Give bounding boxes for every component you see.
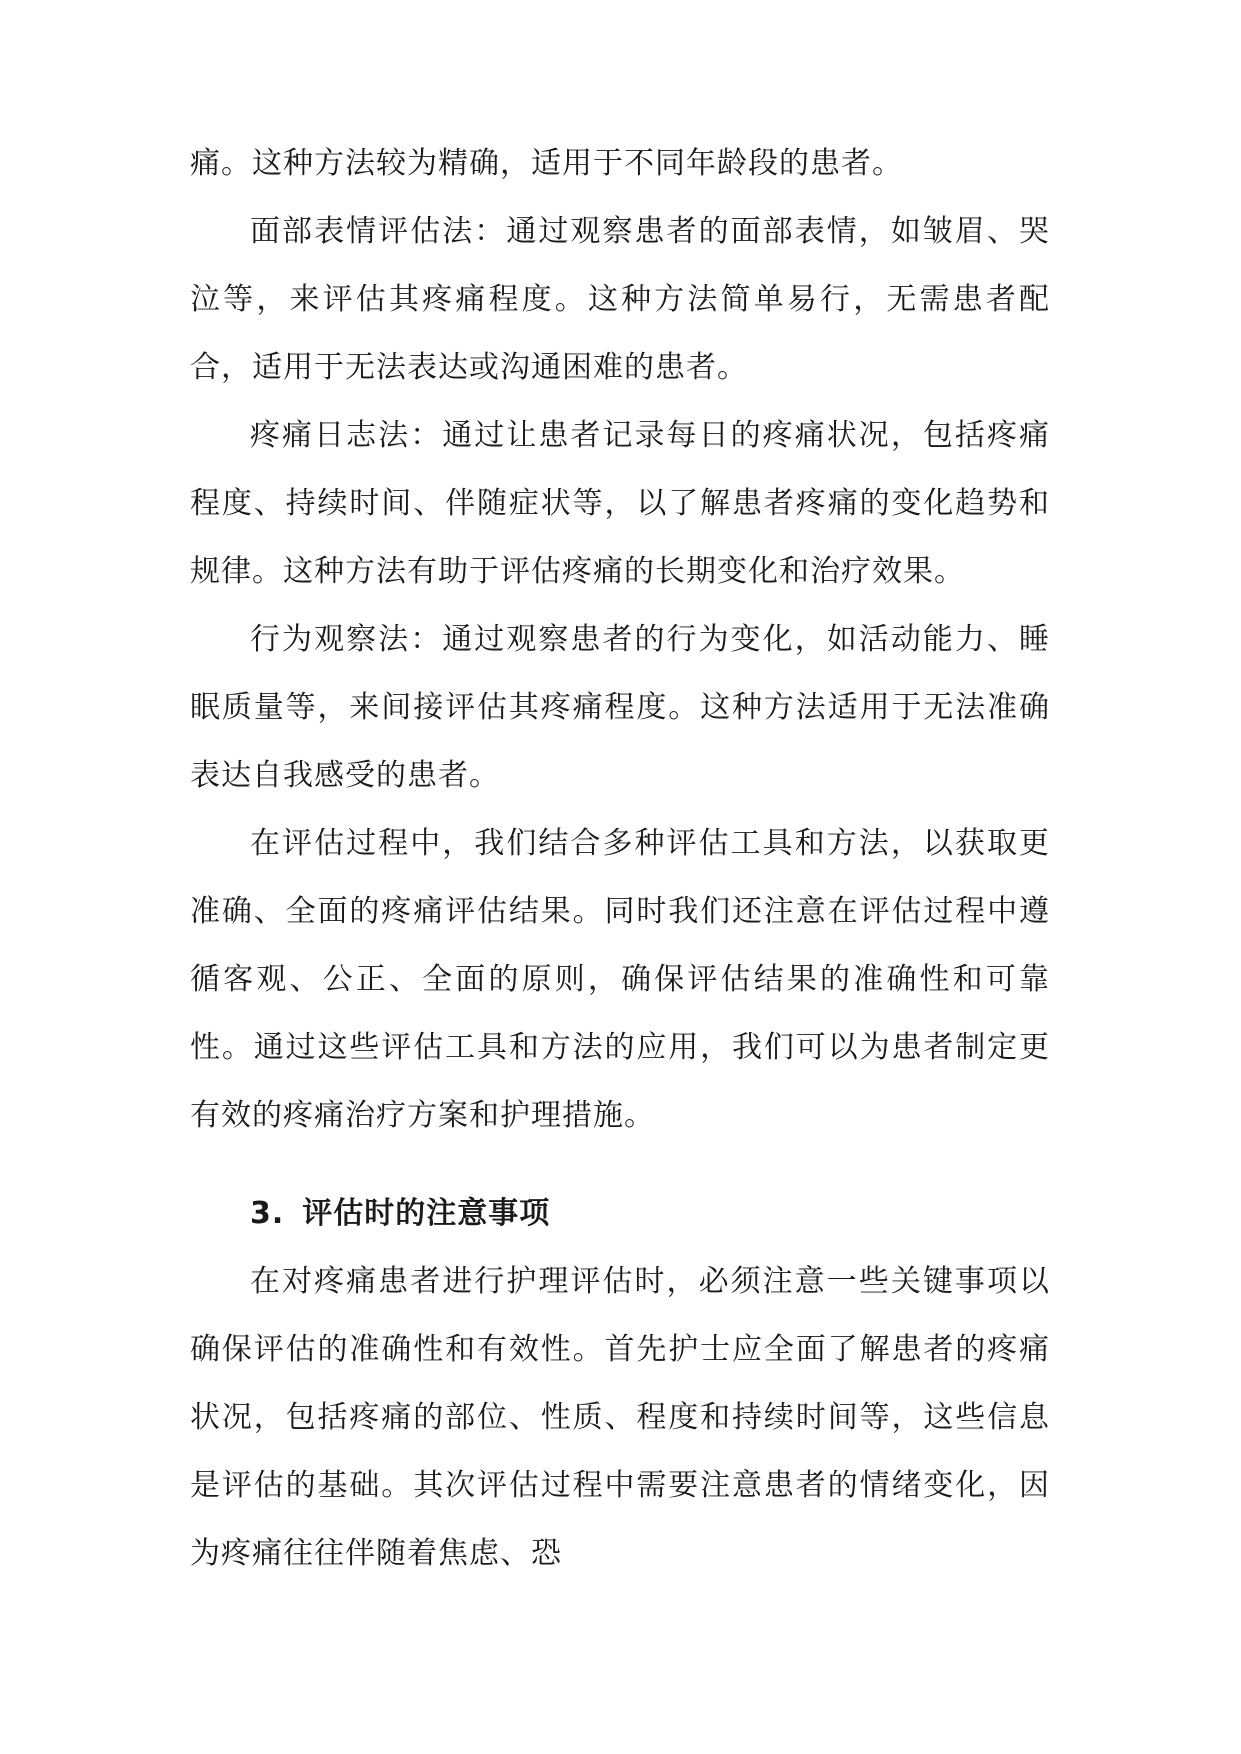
paragraph-combined-assessment: 在评估过程中，我们结合多种评估工具和方法，以获取更准确、全面的疼痛评估结果。同时我们还注意在评估过程中遵循客观、公正、全面的原则，确保评估结果的准确性和可靠性。通过这些评估工具和方法的应用，我们可以为患者制定更有效的疼痛治疗方案和护理措施。 <box>190 826 1050 1133</box>
paragraph-facial-expression-method: 面部表情评估法：通过观察患者的面部表情，如皱眉、哭泣等，来评估其疼痛程度。这种方法简单易行，无需患者配合，适用于无法表达或沟通困难的患者。 <box>190 214 1050 385</box>
section-number: 3. <box>250 1196 285 1231</box>
paragraph-pain-diary-method: 疼痛日志法：通过让患者记录每日的疼痛状况，包括疼痛程度、持续时间、伴随症状等，以了解患者疼痛的变化趋势和规律。这种方法有助于评估疼痛的长期变化和治疗效果。 <box>190 418 1050 589</box>
section-heading <box>190 1180 1050 1248</box>
paragraph-behavior-observation-method: 行为观察法：通过观察患者的行为变化，如活动能力、睡眠质量等，来间接评估其疼痛程度。这种方法适用于无法准确表达自我感受的患者。 <box>190 622 1050 793</box>
paragraph-continuation: 痛。这种方法较为精确，适用于不同年龄段的患者。 <box>190 146 903 181</box>
document-page <box>190 130 1050 1588</box>
paragraph-assessment-precautions: 在对疼痛患者进行护理评估时，必须注意一些关键事项以确保评估的准确性和有效性。首先护士应全面了解患者的疼痛状况，包括疼痛的部位、性质、程度和持续时间等，这些信息是评估的基础。其次评估过程中需要注意患者的情绪变化，因为疼痛往往伴随着焦虑、恐 <box>190 1264 1050 1571</box>
section-title: 评估时的注意事项 <box>302 1196 551 1231</box>
